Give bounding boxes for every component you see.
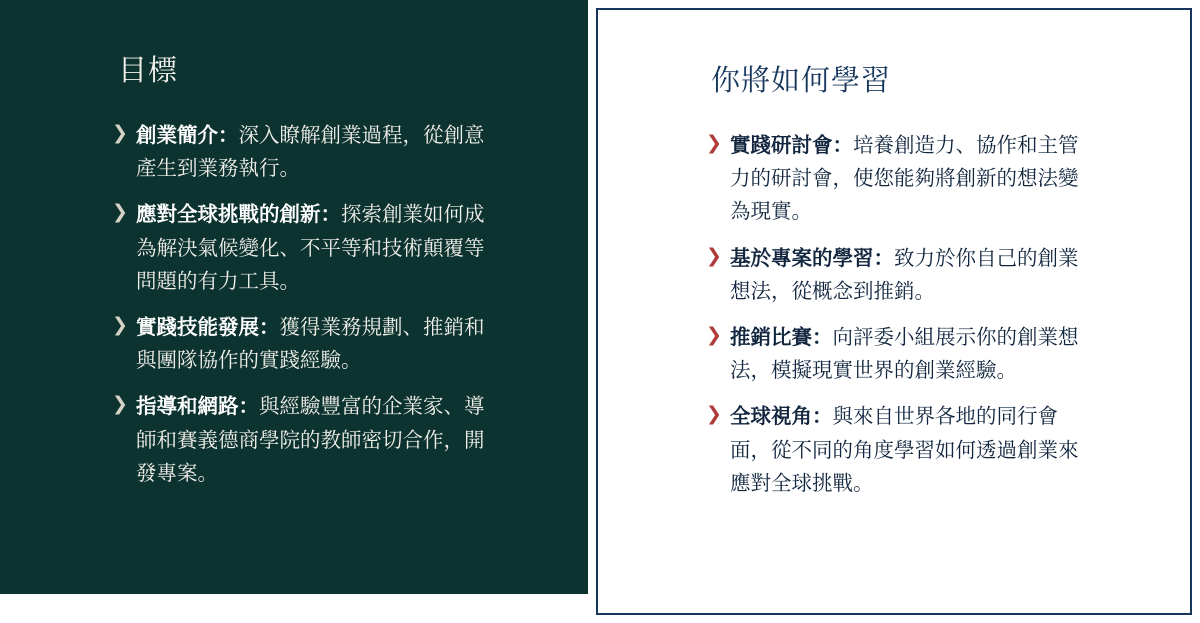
list-item-text	[730, 130, 1086, 230]
right-bullet-list	[706, 130, 1086, 514]
left-panel	[0, 0, 588, 594]
list-item-body: 向評委小組展示你的創業想法，模擬現實世界的創業經驗。	[730, 327, 1079, 383]
list-item-body: 探索創業如何成為解決氣候變化、不平等和技術顛覆等問題的有力工具。	[136, 204, 485, 293]
list-item-lead: 推銷比賽：	[730, 327, 833, 350]
right-panel-title: 你將如何學習	[711, 65, 892, 97]
list-item	[112, 391, 502, 491]
list-item-text	[136, 312, 502, 378]
list-item	[706, 322, 1086, 388]
list-item	[112, 312, 502, 378]
list-item-body: 與經驗豐富的企業家、導師和賽義德商學院的教師密切合作，開發專案。	[136, 396, 485, 485]
list-item-body: 培養創造力、協作和主管力的研討會，使您能夠將創新的想法變為現實。	[730, 135, 1079, 224]
list-item-text	[136, 120, 502, 186]
list-item-body: 與來自世界各地的同行會面，從不同的角度學習如何透過創業來應對全球挑戰。	[730, 406, 1079, 495]
chevron-right-icon: ❯	[112, 314, 128, 337]
chevron-right-icon: ❯	[112, 122, 128, 144]
right-panel	[596, 8, 1192, 615]
list-item-text	[136, 199, 502, 299]
list-item-body: 深入瞭解創業過程，從創意產生到業務執行。	[136, 125, 485, 181]
list-item-text	[136, 391, 502, 491]
chevron-right-icon: ❯	[706, 403, 722, 426]
list-item	[112, 120, 502, 186]
list-item-lead: 基於專案的學習：	[730, 247, 894, 270]
list-item-lead: 全球視角：	[730, 406, 833, 429]
list-item-body: 致力於你自己的創業想法，從概念到推銷。	[730, 247, 1079, 303]
chevron-right-icon: ❯	[112, 393, 128, 416]
left-panel-title: 目標	[118, 55, 179, 87]
list-item-lead: 實踐技能發展：	[136, 317, 280, 340]
left-bullet-list	[112, 120, 502, 504]
chevron-right-icon: ❯	[706, 132, 722, 154]
list-item-lead: 指導和網路：	[136, 396, 259, 419]
list-item-text	[730, 401, 1086, 501]
list-item-lead: 應對全球挑戰的創新：	[136, 204, 341, 227]
list-item	[706, 401, 1086, 501]
list-item	[112, 199, 502, 299]
list-item-lead: 創業簡介：	[136, 125, 239, 147]
chevron-right-icon: ❯	[706, 324, 722, 347]
chevron-right-icon: ❯	[112, 201, 128, 224]
list-item-text	[730, 243, 1086, 309]
list-item-body: 獲得業務規劃、推銷和與團隊協作的實踐經驗。	[136, 317, 485, 373]
list-item-text	[730, 322, 1086, 388]
list-item	[706, 243, 1086, 309]
chevron-right-icon: ❯	[706, 244, 722, 267]
list-item	[706, 130, 1086, 230]
list-item-lead: 實踐研討會：	[730, 135, 853, 157]
